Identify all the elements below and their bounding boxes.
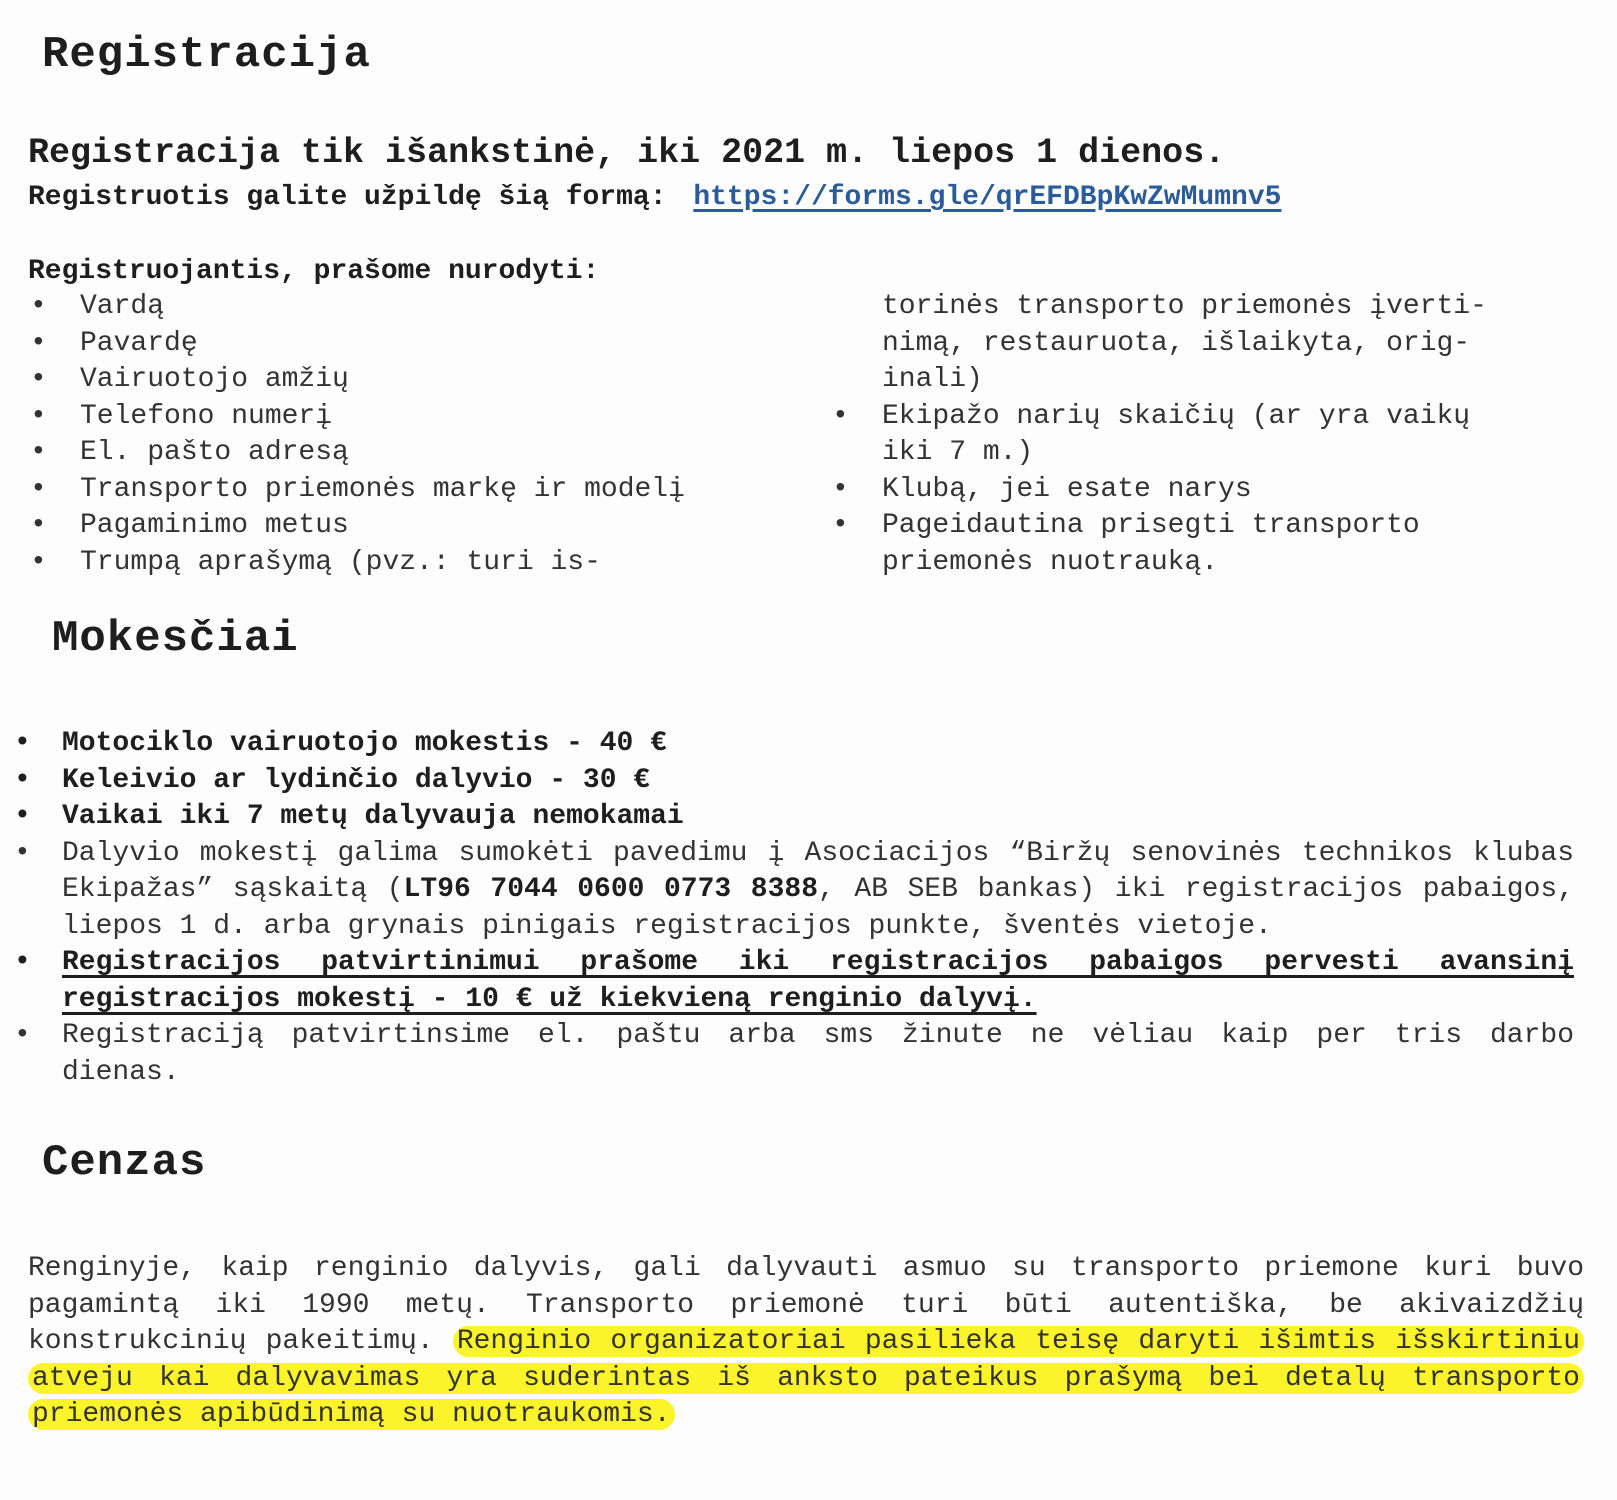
fee-item-children: • Vaikai iki 7 metų dalyvauja nemokamai bbox=[14, 799, 1574, 836]
bullet-icon: • bbox=[30, 546, 47, 578]
list-item-continuation: priemonės nuotrauką. bbox=[882, 546, 1219, 578]
bullet-icon: • bbox=[832, 400, 849, 432]
fee-advance-payment: • Registracijos patvirtinimui prašome iki registracijos pabaigos pervesti avansinį registracijos mokestį - 10 € už kiekvieną renginio dalyvį. bbox=[14, 947, 1574, 1015]
list-item: • Pageidautina prisegti transporto bbox=[832, 508, 1592, 545]
fees-heading: Mokesčiai bbox=[52, 614, 299, 664]
census-heading: Cenzas bbox=[42, 1138, 207, 1188]
fee-item-driver: • Motociklo vairuotojo mokestis - 40 € bbox=[14, 726, 1574, 763]
bullet-icon: • bbox=[14, 728, 31, 759]
list-item: • Trumpą aprašymą (pvz.: turi is- bbox=[28, 545, 818, 582]
fees-list bbox=[14, 726, 1574, 1091]
list-item: • El. pašto adresą bbox=[28, 435, 818, 472]
bullet-icon: • bbox=[30, 510, 47, 541]
list-item-continuation: nimą, restauruota, išlaikyta, orig- bbox=[882, 327, 1471, 359]
bullet-icon: • bbox=[30, 400, 47, 432]
list-item: • Vardą bbox=[28, 289, 818, 326]
list-item: • Telefono numerį bbox=[28, 399, 818, 436]
list-item: • Ekipažo narių skaičių (ar yra vaikų bbox=[832, 399, 1592, 436]
bullet-icon: • bbox=[832, 473, 849, 505]
registration-heading: Registracija bbox=[42, 30, 371, 80]
registration-form-link[interactable]: https://forms.gle/qrEFDBpKwZwMumnv5 bbox=[693, 182, 1282, 213]
bullet-icon: • bbox=[30, 364, 47, 395]
registration-form-line bbox=[28, 182, 1281, 213]
bullet-icon: • bbox=[14, 837, 31, 869]
bullet-icon: • bbox=[30, 473, 47, 505]
bullet-icon: • bbox=[30, 327, 47, 359]
fee-confirmation: • Registraciją patvirtinsime el. paštu arba sms žinute ne vėliau kaip per tris darbo dienas. bbox=[14, 1020, 1574, 1088]
iban: LT96 7044 0600 0773 8388 bbox=[403, 874, 819, 905]
list-item: • Vairuotojo amžių bbox=[28, 362, 818, 399]
bullet-icon: • bbox=[14, 801, 31, 832]
list-item: • Transporto priemonės markę ir modelį bbox=[28, 472, 818, 509]
list-item-continuation: inali) bbox=[882, 364, 983, 395]
list-item: • Klubą, jei esate narys bbox=[832, 472, 1592, 509]
bullet-icon: • bbox=[30, 291, 47, 322]
bullet-icon: • bbox=[832, 510, 849, 541]
list-item-continuation: torinės transporto priemonės įverti- bbox=[882, 291, 1487, 322]
registration-list-right bbox=[832, 289, 1592, 581]
list-item-continuation: iki 7 m.) bbox=[882, 437, 1034, 468]
bullet-icon: • bbox=[14, 1020, 31, 1051]
bullet-icon: • bbox=[30, 437, 47, 468]
list-item: • Pagaminimo metus bbox=[28, 508, 818, 545]
census-highlight: Renginio organizatoriai pasilieka teisę daryti išimtis išskirtiniu atveju kai dalyvavimas yra suderintas iš anksto pateikus prašymą bei detalų transporto priemonės apibūdinimą su nuotraukomis. bbox=[28, 1326, 1584, 1430]
census-text: Renginyje, kaip renginio dalyvis, gali dalyvauti asmuo su transporto priemone kuri buvo pagamintą iki 1990 metų. Transporto priemonė turi būti autentiška, be akivaizdžių konstrukcinių pakeitimų. Renginio organizatoriai pasilieka teisę daryti išimtis išskirtiniu atveju kai dalyvavimas yra suderintas iš anksto pateikus prašymą bei detalų transporto priemonės apibūdinimą su nuotraukomis. bbox=[28, 1253, 1584, 1430]
registration-form-text: Registruotis galite užpildę šią formą: bbox=[28, 182, 667, 213]
registration-list-left bbox=[28, 289, 818, 581]
registration-deadline: Registracija tik išankstinė, iki 2021 m. liepos 1 dienos. bbox=[28, 133, 1226, 173]
bullet-icon: • bbox=[14, 947, 31, 978]
bullet-icon: • bbox=[14, 764, 31, 796]
fee-item-passenger: • Keleivio ar lydinčio dalyvio - 30 € bbox=[14, 763, 1574, 800]
list-item: • Pavardę bbox=[28, 326, 818, 363]
fee-payment-info: • Dalyvio mokestį galima sumokėti pavedimu į Asociacijos “Biržų senovinės technikos klubas Ekipažas” sąskaitą (LT96 7044 0600 0773 8388, AB SEB bankas) iki registracijos pabaigos, liepos 1 d. arba grynais pinigais registracijos punkte, šventės vietoje. bbox=[14, 837, 1575, 942]
registration-ask-label: Registruojantis, prašome nurodyti: bbox=[28, 256, 600, 287]
